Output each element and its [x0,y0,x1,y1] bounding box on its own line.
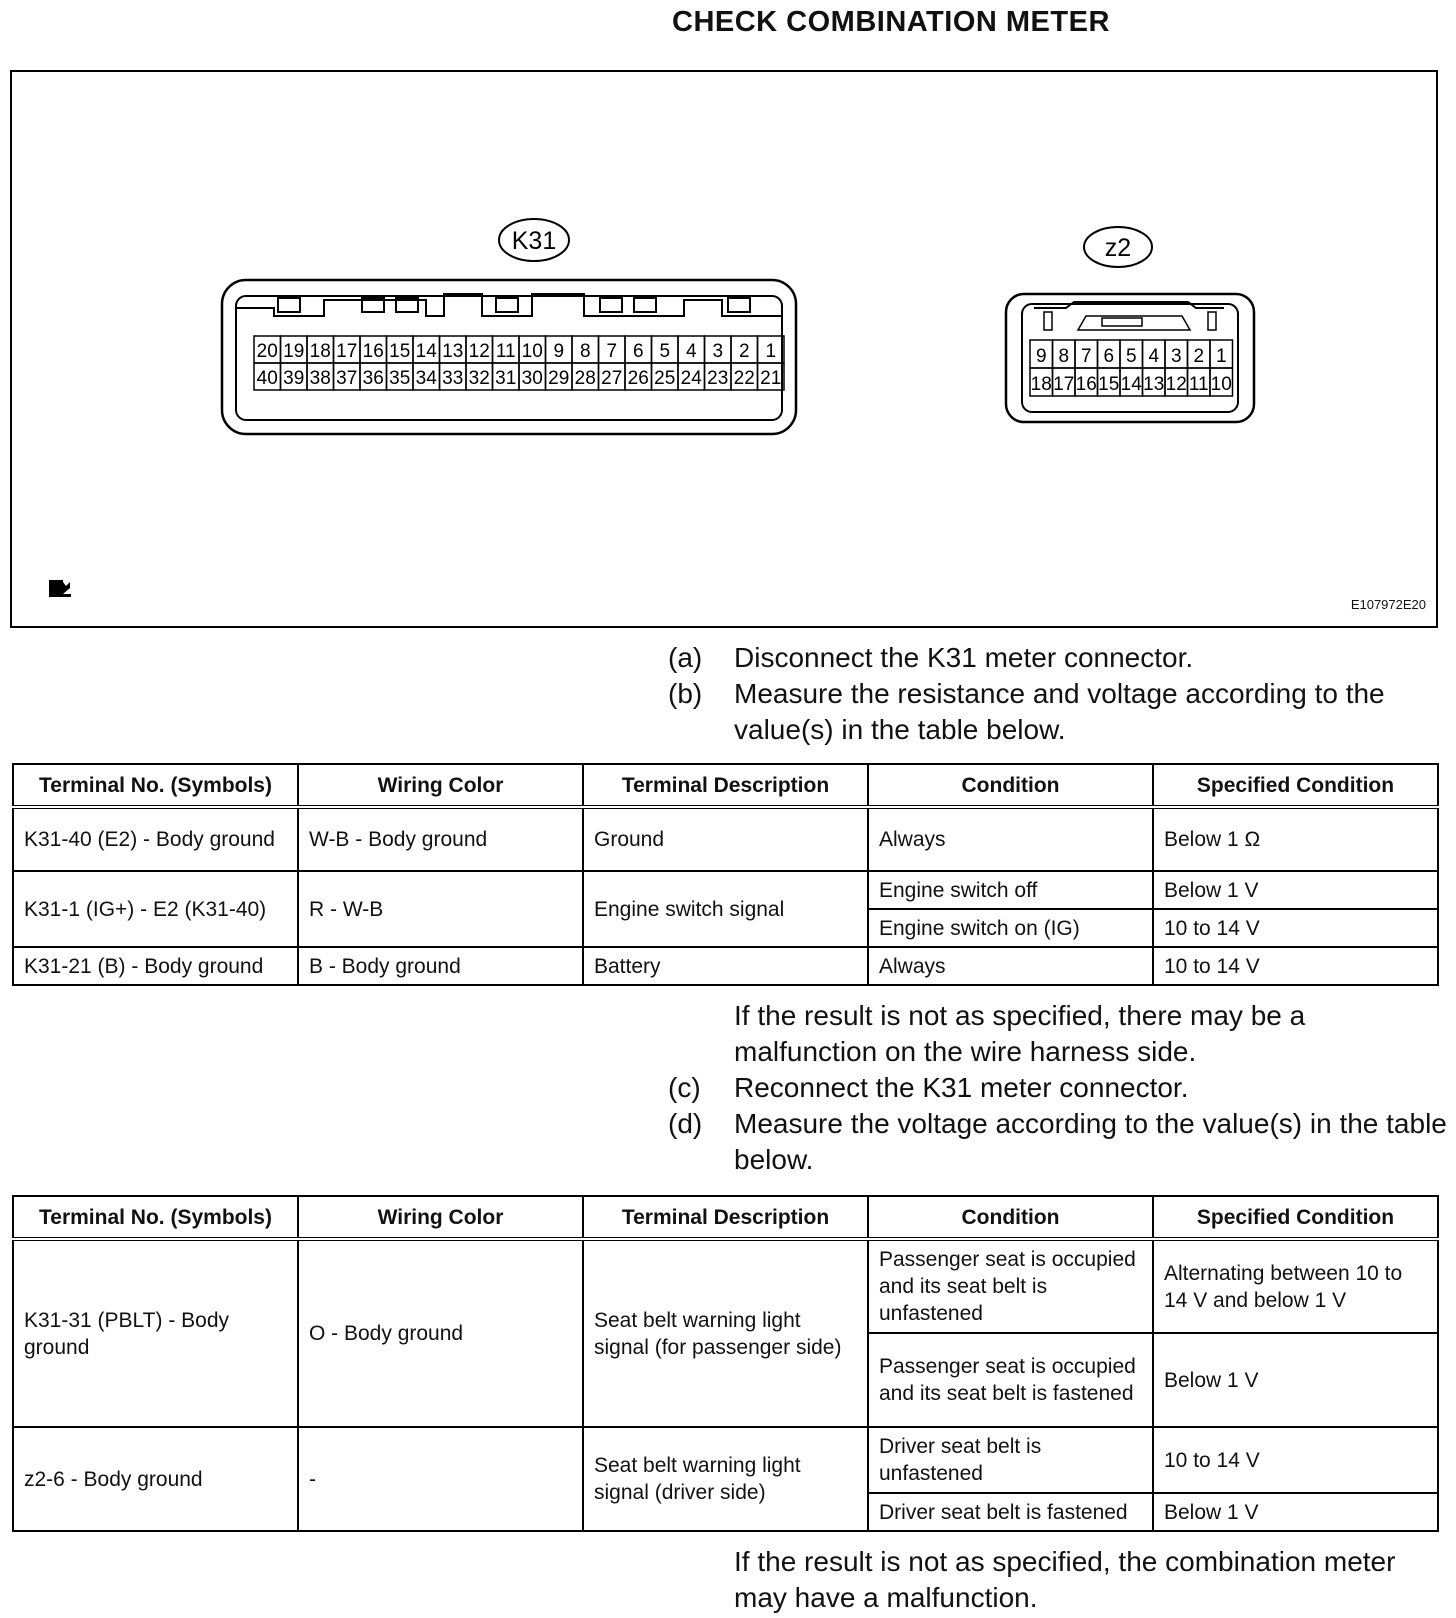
pin-number: 13 [1143,374,1165,395]
cell-spec: Below 1 V [1153,1493,1438,1531]
k31-connector [222,219,796,434]
step-label: (b) [668,678,703,709]
pin-number: 17 [1053,374,1075,395]
z2-connector-label: z2 [1104,234,1132,262]
pin-number: 21 [760,368,782,389]
pin-number: 40 [256,368,278,389]
cell-description: Battery [583,947,868,985]
header-wiring: Wiring Color [298,764,583,807]
pin-number: 10 [521,341,543,362]
cell-condition: Always [868,947,1153,985]
header-spec: Specified Condition [1153,1196,1438,1239]
cell-spec: Alternating between 10 to 14 V and below 1 V [1153,1239,1438,1333]
pin-number: 30 [521,368,543,389]
cell-wiring: B - Body ground [298,947,583,985]
pin-number: 11 [495,341,516,362]
step-a [668,640,1448,676]
connector-figure [10,70,1438,628]
table-row [13,807,1438,871]
cell-spec: 10 to 14 V [1153,947,1438,985]
pin-number: 20 [256,341,278,362]
pin-number: 9 [553,341,565,362]
step-d [668,1106,1448,1178]
pin-number: 28 [574,368,596,389]
pin-number: 12 [468,341,490,362]
cell-spec: Below 1 Ω [1153,807,1438,871]
header-condition: Condition [868,1196,1153,1239]
pin-number: 15 [389,341,411,362]
pin-number: 15 [1098,374,1120,395]
cell-terminal: K31-1 (IG+) - E2 (K31-40) [13,871,298,947]
pin-number: 9 [1035,346,1047,367]
spec-table-2 [12,1195,1439,1532]
pin-number: 6 [1103,346,1115,367]
pin-number: 18 [309,341,331,362]
cell-condition: Driver seat belt is unfastened [868,1427,1153,1493]
pin-number: 25 [654,368,676,389]
step-label: (a) [668,642,703,673]
pin-number: 23 [707,368,729,389]
pin-number: 1 [765,341,777,362]
header-description: Terminal Description [583,1196,868,1239]
pin-number: 12 [1165,374,1187,395]
pin-number: 7 [1080,346,1092,367]
steps-group-3 [668,1544,1448,1616]
pin-number: 1 [1215,346,1227,367]
page-title: CHECK COMBINATION METER [672,6,1110,38]
cell-wiring: O - Body ground [298,1239,583,1427]
step-label: (d) [668,1108,703,1139]
pin-number: 39 [283,368,305,389]
pin-number: 10 [1210,374,1232,395]
pin-number: 13 [442,341,464,362]
pin-number: 34 [415,368,437,389]
header-condition: Condition [868,764,1153,807]
result-note-2: If the result is not as specified, the combination meter may have a malfunction. [734,1546,1396,1613]
pin-number: 3 [1170,346,1182,367]
pin-number: 38 [309,368,331,389]
header-spec: Specified Condition [1153,764,1438,807]
pin-number: 18 [1030,374,1052,395]
pin-number: 16 [1075,374,1097,395]
cell-condition: Passenger seat is occupied and its seat belt is fastened [868,1333,1153,1427]
pin-number: 4 [685,341,697,362]
pin-number: 6 [632,341,644,362]
header-terminal: Terminal No. (Symbols) [13,764,298,807]
table-header-row [13,764,1438,807]
step-b [668,676,1448,748]
step-c [668,1070,1448,1106]
table-row [13,1239,1438,1333]
cell-condition: Driver seat belt is fastened [868,1493,1153,1531]
pin-number: 8 [1058,346,1070,367]
step-text: Measure the resistance and voltage according to the value(s) in the table below. [734,678,1385,745]
pin-number: 26 [627,368,649,389]
cell-terminal: K31-21 (B) - Body ground [13,947,298,985]
pin-number: 14 [1120,374,1142,395]
table-row [13,1427,1438,1493]
table-row [13,947,1438,985]
pin-number: 31 [495,368,517,389]
cell-spec: Below 1 V [1153,1333,1438,1427]
cell-description: Seat belt warning light signal (for passenger side) [583,1239,868,1427]
cell-condition: Engine switch off [868,871,1153,909]
pin-number: 2 [738,341,750,362]
cell-terminal: z2-6 - Body ground [13,1427,298,1531]
step-text: Reconnect the K31 meter connector. [734,1072,1189,1103]
header-terminal: Terminal No. (Symbols) [13,1196,298,1239]
figure-code: E107972E20 [1350,597,1426,612]
cell-spec: 10 to 14 V [1153,1427,1438,1493]
cell-wiring: W-B - Body ground [298,807,583,871]
pin-number: 5 [659,341,671,362]
pin-number: 17 [336,341,358,362]
spec-table-1 [12,763,1439,986]
pin-number: 19 [283,341,305,362]
k31-connector-label: K31 [511,227,557,255]
cell-terminal: K31-40 (E2) - Body ground [13,807,298,871]
pin-number: 22 [733,368,755,389]
step-text: Disconnect the K31 meter connector. [734,642,1194,673]
cell-wiring: R - W-B [298,871,583,947]
pin-number: 7 [606,341,618,362]
pin-number: 36 [362,368,384,389]
steps-group-2 [668,998,1448,1178]
cell-condition: Always [868,807,1153,871]
table-row [13,871,1438,909]
cell-condition: Passenger seat is occupied and its seat belt is unfastened [868,1239,1153,1333]
connector-diagram [12,72,1436,626]
pin-number: 35 [389,368,411,389]
cell-spec: Below 1 V [1153,871,1438,909]
pin-number: 5 [1125,346,1137,367]
cell-terminal: K31-31 (PBLT) - Body ground [13,1239,298,1427]
result-note-1: If the result is not as specified, there may be a malfunction on the wire harness side. [734,1000,1306,1067]
pin-number: 16 [362,341,384,362]
pin-number: 11 [1188,374,1209,395]
pin-number: 32 [468,368,490,389]
table-header-row [13,1196,1438,1239]
cell-description: Ground [583,807,868,871]
step-text: Measure the voltage according to the value(s) in the table below. [734,1108,1447,1175]
cell-spec: 10 to 14 V [1153,909,1438,947]
pin-number: 2 [1193,346,1205,367]
cell-condition: Engine switch on (IG) [868,909,1153,947]
pin-number: 27 [601,368,623,389]
pin-number: 29 [548,368,570,389]
header-description: Terminal Description [583,764,868,807]
header-wiring: Wiring Color [298,1196,583,1239]
pin-number: 3 [712,341,724,362]
pin-number: 14 [415,341,437,362]
cell-description: Engine switch signal [583,871,868,947]
pin-number: 24 [680,368,702,389]
steps-group-1 [668,640,1448,748]
z2-connector [1006,227,1254,422]
cell-description: Seat belt warning light signal (driver side) [583,1427,868,1531]
pin-number: 33 [442,368,464,389]
cell-wiring: - [298,1427,583,1531]
pin-number: 8 [579,341,591,362]
step-label: (c) [668,1072,701,1103]
pin-number: 4 [1148,346,1160,367]
pin-number: 37 [336,368,358,389]
